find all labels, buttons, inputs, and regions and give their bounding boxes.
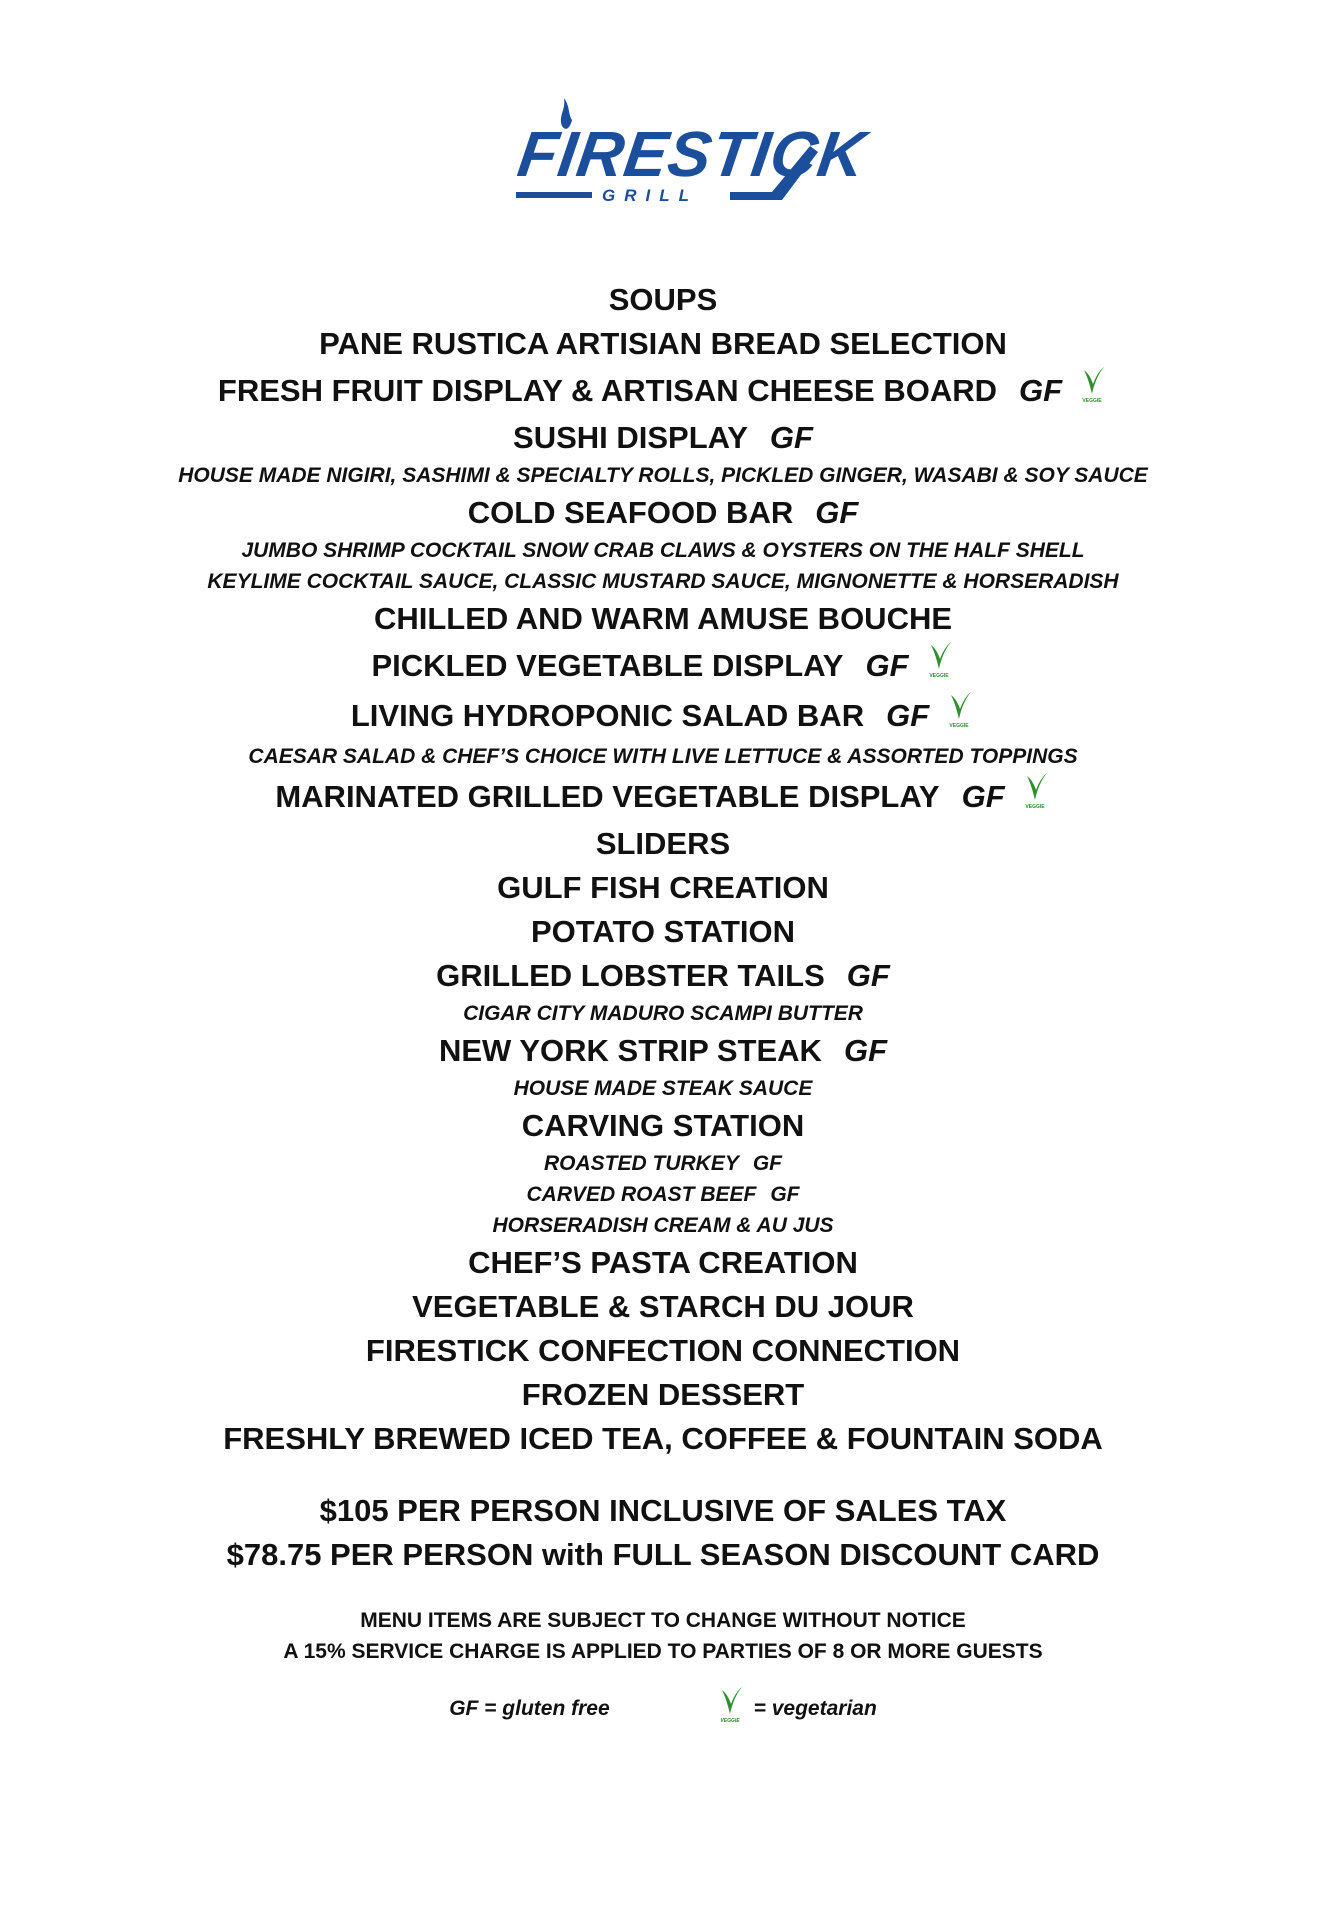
menu-item bbox=[0, 366, 1326, 416]
menu-item bbox=[0, 1285, 1326, 1329]
menu-item-title: POTATO STATION bbox=[530, 914, 796, 949]
menu-item-description bbox=[0, 460, 1326, 491]
gluten-free-tag: GF bbox=[846, 958, 890, 993]
gluten-free-tag: GF bbox=[961, 779, 1005, 814]
spacer bbox=[0, 1461, 1326, 1489]
menu-item bbox=[0, 278, 1326, 322]
svg-text:VEGGIE: VEGGIE bbox=[1082, 398, 1102, 404]
legend-vegetarian: = vegetarian bbox=[753, 1697, 877, 1720]
vegetarian-icon bbox=[923, 639, 955, 681]
menu-item-title: GULF FISH CREATION bbox=[497, 870, 829, 905]
menu-item bbox=[0, 1417, 1326, 1461]
menu-item-title: LIVING HYDROPONIC SALAD BAR bbox=[350, 698, 865, 733]
svg-text:VEGGIE: VEGGIE bbox=[720, 1718, 740, 1724]
legend-gluten-free: GF = gluten free bbox=[449, 1697, 610, 1720]
menu-note: MENU ITEMS ARE SUBJECT TO CHANGE WITHOUT NOTICE bbox=[360, 1608, 966, 1632]
menu-item bbox=[0, 1241, 1326, 1285]
menu-item-description bbox=[0, 566, 1326, 597]
vegetarian-icon bbox=[1019, 770, 1051, 812]
menu-item-title: FIRESTICK CONFECTION CONNECTION bbox=[365, 1333, 961, 1368]
menu-item-detail: CAESAR SALAD & CHEF’S CHOICE WITH LIVE LETTUCE & ASSORTED TOPPINGS bbox=[248, 744, 1078, 768]
menu-item-title: FRESHLY BREWED ICED TEA, COFFEE & FOUNTAIN SODA bbox=[223, 1421, 1103, 1456]
menu-item-detail: HORSERADISH CREAM & AU JUS bbox=[492, 1213, 834, 1237]
menu-item bbox=[0, 1029, 1326, 1073]
menu-item-title: CHILLED AND WARM AMUSE BOUCHE bbox=[373, 601, 953, 636]
legend bbox=[0, 1687, 1326, 1731]
firestick-grill-logo bbox=[510, 88, 871, 218]
menu-item-description bbox=[0, 1179, 1326, 1210]
gluten-free-tag: GF bbox=[770, 1182, 800, 1206]
menu-item-detail: CIGAR CITY MADURO SCAMPI BUTTER bbox=[463, 1001, 863, 1025]
menu-item-title: SLIDERS bbox=[595, 826, 731, 861]
gluten-free-tag: GF bbox=[886, 698, 930, 733]
gluten-free-tag: GF bbox=[752, 1151, 783, 1175]
gluten-free-tag: GF bbox=[865, 648, 909, 683]
menu-item-description bbox=[0, 998, 1326, 1029]
menu-item bbox=[0, 1373, 1326, 1417]
menu-item bbox=[0, 1104, 1326, 1148]
menu-item-title: SUSHI DISPLAY bbox=[513, 420, 748, 455]
menu-item-title: GRILLED LOBSTER TAILS bbox=[436, 958, 825, 993]
menu-item-title: CARVING STATION bbox=[521, 1108, 805, 1143]
menu-item-description bbox=[0, 1148, 1326, 1179]
spacer bbox=[0, 1577, 1326, 1605]
logo-underline-left bbox=[516, 192, 592, 198]
menu-item bbox=[0, 491, 1326, 535]
menu-item-title: COLD SEAFOOD BAR bbox=[467, 495, 794, 530]
menu-item bbox=[0, 866, 1326, 910]
menu-item-title: PANE RUSTICA ARTISIAN BREAD SELECTION bbox=[319, 326, 1007, 361]
menu-list bbox=[0, 278, 1326, 1731]
menu-item bbox=[0, 416, 1326, 460]
menu-item-detail: HOUSE MADE STEAK SAUCE bbox=[513, 1076, 813, 1100]
menu-item-detail: CARVED ROAST BEEF bbox=[526, 1182, 757, 1206]
menu-item-title: PICKLED VEGETABLE DISPLAY bbox=[371, 648, 844, 683]
menu-item-title: SOUPS bbox=[608, 282, 718, 317]
gluten-free-tag: GF bbox=[1019, 373, 1063, 408]
menu-item bbox=[0, 1329, 1326, 1373]
menu-item-detail: JUMBO SHRIMP COCKTAIL SNOW CRAB CLAWS & OYSTERS ON THE HALF SHELL bbox=[241, 538, 1085, 562]
menu-item bbox=[0, 691, 1326, 741]
legend-vegetarian-icon bbox=[714, 1684, 746, 1726]
menu-item bbox=[0, 954, 1326, 998]
menu-item-detail: KEYLIME COCKTAIL SAUCE, CLASSIC MUSTARD SAUCE, MIGNONETTE & HORSERADISH bbox=[207, 569, 1119, 593]
menu-item bbox=[0, 822, 1326, 866]
logo-sub-text: GRILL bbox=[602, 186, 698, 205]
menu-item-description bbox=[0, 741, 1326, 772]
gluten-free-tag: GF bbox=[843, 1033, 888, 1068]
logo-main-text: FIRESTICK bbox=[513, 118, 871, 190]
menu-item bbox=[0, 322, 1326, 366]
svg-text:VEGGIE: VEGGIE bbox=[949, 723, 969, 729]
menu-item-description bbox=[0, 1210, 1326, 1241]
svg-text:VEGGIE: VEGGIE bbox=[928, 673, 949, 679]
spacer bbox=[0, 1667, 1326, 1687]
menu-item bbox=[0, 910, 1326, 954]
gluten-free-tag: GF bbox=[815, 495, 859, 530]
menu-item-title: FRESH FRUIT DISPLAY & ARTISAN CHEESE BOARD bbox=[217, 373, 998, 408]
vegetarian-icon bbox=[1076, 364, 1108, 406]
menu-item-description bbox=[0, 535, 1326, 566]
menu-item-detail: ROASTED TURKEY bbox=[543, 1151, 739, 1175]
svg-text:VEGGIE: VEGGIE bbox=[1025, 804, 1045, 810]
menu-item-title: MARINATED GRILLED VEGETABLE DISPLAY bbox=[275, 779, 940, 814]
menu-item-detail: HOUSE MADE NIGIRI, SASHIMI & SPECIALTY ROLLS, PICKLED GINGER, WASABI & SOY SAUCE bbox=[178, 463, 1148, 487]
menu-item bbox=[0, 772, 1326, 822]
price-line: $78.75 PER PERSON with FULL SEASON DISCOUNT CARD bbox=[226, 1537, 1100, 1572]
menu-item bbox=[0, 597, 1326, 641]
price-line: $105 PER PERSON INCLUSIVE OF SALES TAX bbox=[319, 1493, 1007, 1528]
gluten-free-tag: GF bbox=[769, 420, 813, 455]
vegetarian-icon bbox=[943, 689, 975, 731]
menu-item-title: NEW YORK STRIP STEAK bbox=[438, 1033, 822, 1068]
menu-item bbox=[0, 641, 1326, 691]
menu-item-title: CHEF’S PASTA CREATION bbox=[468, 1245, 858, 1280]
menu-item-title: FROZEN DESSERT bbox=[521, 1377, 805, 1412]
menu-item-title: VEGETABLE & STARCH DU JOUR bbox=[412, 1289, 914, 1324]
menu-note: A 15% SERVICE CHARGE IS APPLIED TO PARTIES OF 8 OR MORE GUESTS bbox=[283, 1639, 1043, 1663]
menu-item-description bbox=[0, 1073, 1326, 1104]
